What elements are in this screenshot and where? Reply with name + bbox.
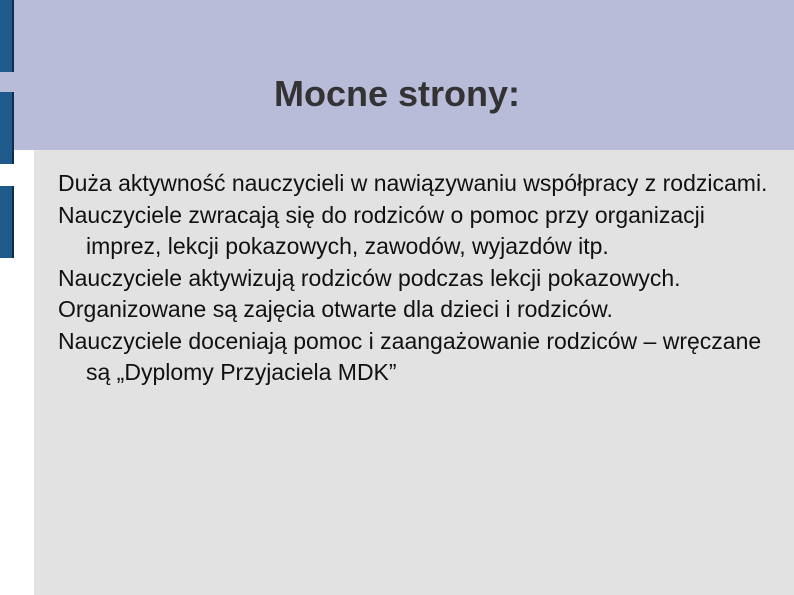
left-accent-bar-top (0, 0, 14, 72)
list-item-4: Organizowane są zajęcia otwarte dla dzieci i rodziców. (58, 296, 613, 322)
list-item-2: Nauczyciele zwracają się do rodziców o pomoc przy organizacji imprez, lekcji pokazowych, zawodów, wyjazdów itp. (58, 201, 705, 259)
list-item-5: Nauczyciele doceniają pomoc i zaangażowanie rodziców – wręczane są „Dyplomy Przyjaciela MDK” (58, 327, 762, 385)
bullet-list (58, 168, 778, 389)
list-item-3: Nauczyciele aktywizują rodziców podczas lekcji pokazowych. (58, 264, 681, 291)
left-accent-bar-bottom (0, 186, 14, 258)
slide-title: Mocne strony: (273, 73, 521, 114)
list-item-1: Duża aktywność nauczycieli w nawiązywaniu współpracy z rodzicami. (58, 170, 768, 196)
